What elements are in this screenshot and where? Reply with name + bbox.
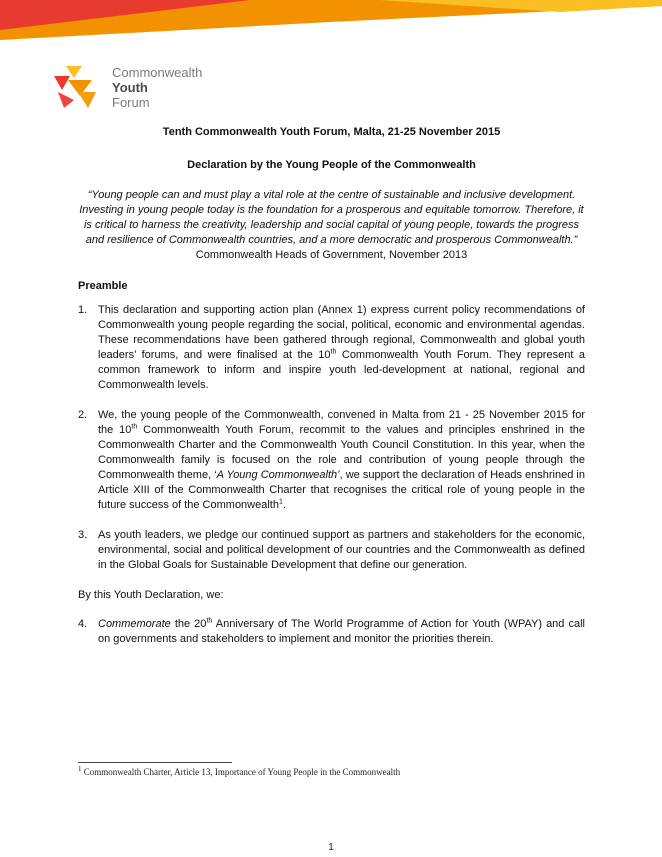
commemorate-emphasis: Commemorate bbox=[98, 618, 171, 630]
point-number: 2. bbox=[78, 409, 88, 421]
point-text-part: the 20 bbox=[170, 618, 207, 630]
logo-line-commonwealth: Commonwealth bbox=[112, 65, 203, 80]
theme-emphasis: A Young Commonwealth’ bbox=[216, 469, 340, 481]
point-text bbox=[98, 303, 585, 393]
point-2 bbox=[78, 408, 585, 513]
point-text-part: Commonwealth Youth Forum. They represent a common framework to inform and inspire youth led-development at national, regional and Commonwealth levels. bbox=[98, 349, 585, 391]
point-text bbox=[98, 408, 585, 513]
preamble-points bbox=[78, 303, 585, 573]
page-number: 1 bbox=[328, 842, 334, 853]
footnote-text: Commonwealth Charter, Article 13, Importance of Young People in the Commonwealth bbox=[81, 767, 401, 777]
preamble-heading: Preamble bbox=[78, 280, 128, 292]
point-4 bbox=[78, 617, 585, 647]
ordinal-superscript: th bbox=[330, 348, 337, 356]
ordinal-superscript: th bbox=[131, 423, 138, 431]
header-color-band bbox=[0, 0, 662, 48]
point-text-part: This declaration and supporting action plan (Annex 1) express current policy recommendations of Commonwealth young people regarding the social, political, economic and environmental agendas. These recommendations have been gathered through regional, Commonwealth and global youth leaders’ forums, and were finalised at the 10 bbox=[98, 304, 585, 361]
point-3 bbox=[78, 528, 585, 573]
footnote bbox=[78, 766, 585, 778]
point-text-part: Commonwealth Youth Forum, recommit to the values and principles enshrined in the Commonwealth Charter and the Commonwealth Youth Council Constitution. In this year, when the Commonwealth family is focused on the role and contribution of young people through the Commonwealth theme, ‘ bbox=[98, 424, 585, 481]
declaration-lead-in: By this Youth Declaration, we: bbox=[78, 589, 224, 601]
point-text-part: , we support the declaration of Heads enshrined in Article XIII of the Commonwealth Charter that recognises the critical role of young people in the future success of the Commonwealth bbox=[98, 469, 585, 511]
point-number: 3. bbox=[78, 529, 88, 541]
chy-forum-logo-icon bbox=[48, 64, 104, 110]
document-title: Tenth Commonwealth Youth Forum, Malta, 21-25 November 2015 bbox=[162, 126, 501, 138]
heads-quote: “Young people can and must play a vital role at the centre of sustainable and inclusive development. Investing in young people today is the foundation for a prosperous and equitable tomorrow. Therefore, it is critical to harness the creativity, leadership and social capital of young people, towards the progress and resilience of Commonwealth countries, and a more democratic and prosperous Commonwealth.” bbox=[79, 189, 584, 246]
ordinal-superscript: th bbox=[206, 617, 213, 625]
point-text-part: . bbox=[282, 499, 286, 511]
forum-logo bbox=[48, 64, 248, 112]
logo-line-youth: Youth bbox=[112, 80, 148, 95]
point-text bbox=[98, 617, 585, 647]
footnote-divider bbox=[78, 762, 232, 763]
point-1 bbox=[78, 303, 585, 393]
point-text-part: Anniversary of The World Programme of Action for Youth (WPAY) and call on governments and stakeholders to implement and monitor the priorities therein. bbox=[98, 618, 586, 645]
document-subtitle: Declaration by the Young People of the Commonwealth bbox=[187, 159, 476, 171]
footnote-reference[interactable]: 1 bbox=[278, 498, 283, 506]
footnote-marker: 1 bbox=[78, 765, 82, 773]
logo-wordmark bbox=[112, 65, 202, 110]
point-number: 1. bbox=[78, 304, 88, 316]
point-text: As youth leaders, we pledge our continued support as partners and stakeholders for the economic, environmental, social and political development of our countries and the Commonwealth as defined in the Global Goals for Sustainable Development that define our generation. bbox=[98, 529, 585, 571]
declaration-points bbox=[78, 617, 585, 647]
point-text-part: We, the young people of the Commonwealth, convened in Malta from 21 - 25 November 2015 for the 10 bbox=[98, 409, 585, 436]
point-number: 4. bbox=[78, 618, 88, 630]
logo-line-forum: Forum bbox=[112, 95, 150, 110]
quote-attribution: Commonwealth Heads of Government, November 2013 bbox=[195, 249, 468, 261]
document-body bbox=[78, 125, 585, 662]
